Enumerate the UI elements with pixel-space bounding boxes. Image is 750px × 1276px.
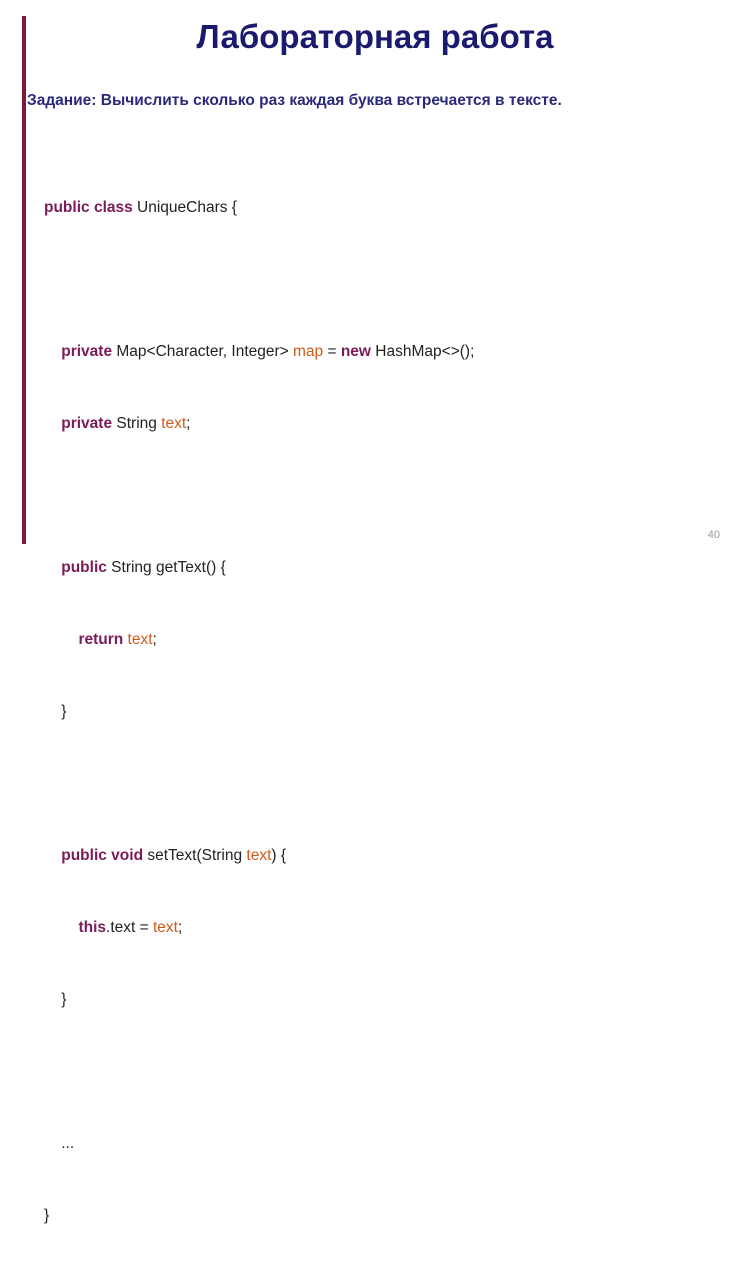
code-keyword: public class	[44, 199, 133, 216]
code-line-15	[44, 1204, 734, 1228]
code-keyword: public void	[61, 847, 144, 864]
code-line-blank-3	[44, 772, 734, 796]
code-keyword: return	[78, 631, 124, 648]
code-keyword: new	[340, 343, 371, 360]
code-line-3	[44, 340, 734, 364]
code-line-blank-1	[44, 268, 734, 292]
code-keyword: private	[61, 415, 113, 432]
code-line-blank-2	[44, 484, 734, 508]
code-text: ;	[186, 415, 191, 432]
code-identifier: map	[293, 343, 324, 360]
code-text: UniqueChars {	[132, 199, 237, 216]
code-identifier: text	[123, 631, 153, 648]
task-description: Задание: Вычислить сколько раз каждая буква встречается в тексте.	[27, 92, 562, 109]
code-line-11	[44, 916, 734, 940]
code-identifier: text	[246, 847, 272, 864]
code-text: HashMap<>();	[371, 343, 475, 360]
code-line-14	[44, 1132, 734, 1156]
code-text: ...	[61, 1135, 75, 1152]
code-line-1	[44, 196, 734, 220]
code-text: String	[112, 415, 162, 432]
left-accent-bar	[22, 16, 26, 544]
code-keyword: private	[61, 343, 113, 360]
code-identifier: text	[152, 919, 178, 936]
code-text: ) {	[271, 847, 287, 864]
code-text: }	[61, 991, 67, 1008]
code-text: Map<Character, Integer>	[112, 343, 294, 360]
code-text: setText(String	[143, 847, 247, 864]
code-keyword: public	[61, 559, 107, 576]
code-block	[44, 148, 734, 1276]
code-text: ;	[177, 919, 183, 936]
page-title: Лабораторная работа	[196, 18, 554, 55]
code-line-6	[44, 556, 734, 580]
code-text: }	[44, 1207, 50, 1224]
code-text: }	[61, 703, 67, 720]
code-text: .text =	[106, 919, 153, 936]
page-number: 40	[707, 529, 720, 541]
code-text: =	[323, 343, 341, 360]
code-identifier: text	[161, 415, 187, 432]
code-line-8	[44, 700, 734, 724]
code-keyword: this	[78, 919, 107, 936]
code-line-blank-4	[44, 1060, 734, 1084]
code-line-10	[44, 844, 734, 868]
code-line-7	[44, 628, 734, 652]
code-text: String getText() {	[106, 559, 226, 576]
code-line-12	[44, 988, 734, 1012]
code-text: ;	[152, 631, 157, 648]
code-line-4	[44, 412, 734, 436]
